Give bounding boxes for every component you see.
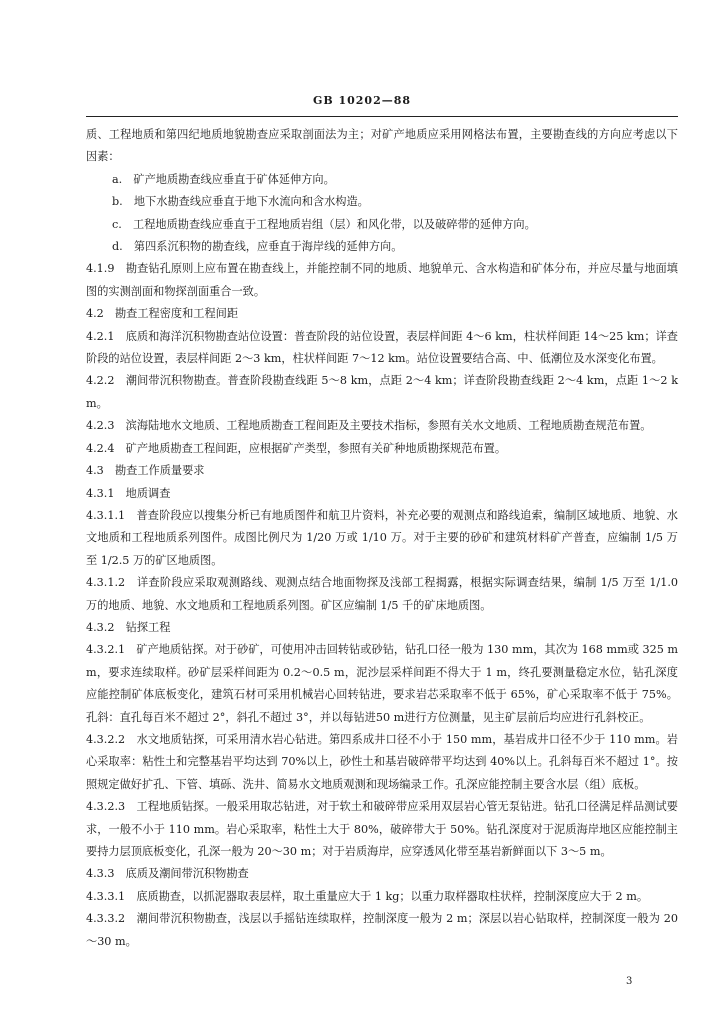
list-item: c. 工程地质勘查线应垂直于工程地质岩组（层）和风化带，以及破碎带的延伸方向。	[112, 217, 536, 231]
clause-4-2-2: 4.2.2 潮间带沉积物勘查。普查阶段勘查线距 5～8 km，点距 2～4 km；详查阶段勘查线距 2～4 km，点距 1～2 km。	[86, 374, 678, 410]
list-item: a. 矿产地质勘查线应垂直于矿体延伸方向。	[112, 172, 335, 186]
standard-code-header: GB 10202—88	[312, 94, 412, 107]
clause-4-3-2-3: 4.3.2.3 工程地质钻探。一般采用取芯钻进，对于软土和破碎带应采用双层岩心管无泵钻进。钻孔口径满足样品测试要求，一般不小于 110 mm。岩心采取率，粘性土大于 80%，破碎带大于 50%。钻孔深度对于泥质海岸地区应能控制主要持力层顶底板变化，孔深一般为 20～30 m；对于岩质海岸，应穿透风化带至基岩新鲜面以下 3～5 m。	[86, 800, 678, 858]
list-item: d. 第四系沉积物的勘查线，应垂直于海岸线的延伸方向。	[112, 240, 403, 254]
clause-4-2-4: 4.2.4 矿产地质勘查工程间距，应根据矿产类型，参照有关矿种地质勘探规范布置。	[86, 441, 507, 455]
clause-4-3-3-2: 4.3.3.2 潮间带沉积物勘查，浅层以手摇钻连续取样，控制深度一般为 2 m；深层以岩心钻取样，控制深度一般为 20～30 m。	[86, 912, 678, 948]
clause-4-2-3: 4.2.3 滨海陆地水文地质、工程地质勘查工程间距及主要技术指标，参照有关水文地质、工程地质勘查规范布置。	[86, 419, 652, 433]
clause-4-2-1: 4.2.1 底质和海洋沉积物勘查站位设置：普查阶段的站位设置，表层样间距 4～6 km，柱状样间距 14～25 km；详查阶段的站位设置，表层样间距 2～3 km，柱状样间距 7～12 km。站位设置要结合高、中、低潮位及水深变化布置。	[86, 329, 678, 366]
paragraph: 质、工程地质和第四纪地质地貌勘查应采取剖面法为主；对矿产地质应采用网格法布置，主要勘查线的方向应考虑以下因素：	[86, 128, 678, 164]
clause-4-3-1-2: 4.3.1.2 详查阶段应采取观测路线、观测点结合地面物探及浅部工程揭露，根据实际调查结果，编制 1/5 万至 1/1.0 万的地质、地貌、水文地质和工程地质系列图。矿区应编制 1/5 千的矿床地质图。	[86, 576, 678, 612]
clause-4-3-3-1: 4.3.3.1 底质勘查，以抓泥器取表层样，取土重量应大于 1 kg；以重力取样器取柱状样，控制深度应大于 2 m。	[86, 889, 649, 903]
clause-4-1-9: 4.1.9 勘查钻孔原则上应布置在勘查线上，并能控制不同的地质、地貌单元、含水构造和矿体分布，并应尽量与地面填图的实测剖面和物探剖面重合一致。	[86, 262, 678, 298]
clause-4-3-2-1: 4.3.2.1 矿产地质钻探。对于砂矿，可使用冲击回转钻或砂钻，钻孔口径一般为 130 mm，其次为 168 mm或 325 mm，要求连续取样。砂矿层采样间距为 0.2～0.5 m，泥沙层采样间距不得大于 1 m，终孔要测量稳定水位，钻孔深度应能控制矿体底板变化，建筑石材可采用机械岩心回转钻进，要求岩芯采取率不低于 65%，矿心采取率不低于 75%。孔斜：直孔每百米不超过 2°，斜孔不超过 3°，并以每钻进50 m进行方位测量，见主矿层前后均应进行孔斜校正。	[86, 643, 678, 724]
list-item: b. 地下水勘查线应垂直于地下水流向和含水构造。	[112, 195, 369, 209]
subsection-heading: 4.3.1 地质调查	[86, 486, 171, 500]
subsection-heading: 4.3.2 钻探工程	[86, 620, 171, 634]
section-heading: 4.3 勘查工作质量要求	[86, 464, 205, 478]
body-text	[86, 124, 678, 953]
subsection-heading: 4.3.3 底质及潮间带沉积物勘查	[86, 867, 249, 881]
section-heading: 4.2 勘查工程密度和工程间距	[86, 307, 239, 321]
clause-4-3-2-2: 4.3.2.2 水文地质钻探，可采用清水岩心钻进。第四系成井口径不小于 150 mm，基岩成井口径不少于 110 mm。岩心采取率：粘性土和完整基岩平均达到 70%以上，砂性土和基岩破碎带平均达到 40%以上。孔斜每百米不超过 1°。按照规定做好扩孔、下管、填砾、洗井、简易水文地质观测和现场编录工作。孔深应能控制主要含水层（组）底板。	[86, 732, 678, 791]
clause-4-3-1-1: 4.3.1.1 普查阶段应以搜集分析已有地质图件和航卫片资料，补充必要的观测点和路线追索，编制区域地质、地貌、水文地质和工程地质系列图件。成图比例尺为 1/20 万或 1/10 万。对于主要的砂矿和建筑材料矿产普查，应编制 1/5 万至 1/2.5 万的矿区地质图。	[86, 508, 678, 567]
page-number: 3	[626, 976, 633, 987]
header-divider	[86, 116, 678, 117]
